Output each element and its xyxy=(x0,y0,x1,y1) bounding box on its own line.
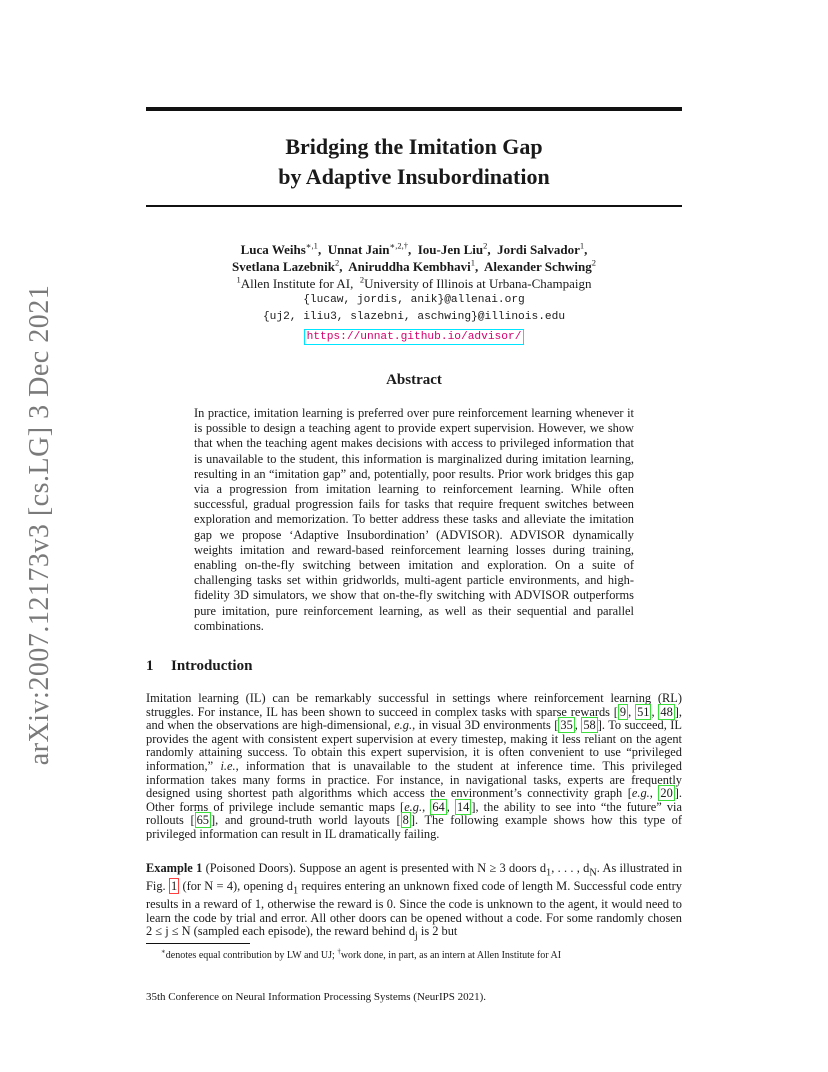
citation-link[interactable]: 14 xyxy=(456,799,470,814)
footnote-text: denotes equal contribution by LW and UJ; xyxy=(165,950,335,961)
paper-title xyxy=(146,132,682,192)
author-line-2: Svetlana Lazebnik$^2$, Aniruddha Kembhavi$^1$, Alexander Schwing$^2$ xyxy=(232,257,596,274)
arxiv-identifier: arXiv:2007.12173v3 [cs.LG] 3 Dec 2021 xyxy=(24,284,55,766)
example-text: (for N = 4), opening d xyxy=(182,879,293,894)
citation-link[interactable]: 48 xyxy=(660,704,673,719)
affiliation-2: University of Illinois at Urbana-Champaign xyxy=(364,276,592,291)
example-label: Example 1 xyxy=(146,861,203,875)
intro-text: , xyxy=(422,799,431,814)
example-text: is 2 but xyxy=(420,924,458,939)
author-name: Alexander Schwing xyxy=(483,259,592,274)
footnote xyxy=(161,947,562,962)
affiliation-1: Allen Institute for AI, xyxy=(240,276,354,291)
footnote-rule xyxy=(146,943,250,944)
intro-italic: e.g. xyxy=(394,718,413,733)
figure-reference-link[interactable]: 1 xyxy=(170,879,178,894)
author-marker: ∗,1 xyxy=(305,240,318,251)
author-name: Svetlana Lazebnik xyxy=(232,259,335,274)
footnote-marker: ∗ xyxy=(161,947,166,956)
title-line-2: by Adaptive Insubordination xyxy=(278,164,550,189)
intro-text: ], the ability to see into “the future” via rollouts [ xyxy=(146,799,682,828)
project-url-link[interactable]: https://unnat.github.io/advisor/ xyxy=(304,329,525,345)
intro-italic: i.e. xyxy=(220,758,236,773)
author-marker: 2 xyxy=(591,257,596,268)
abstract-text: In practice, imitation learning is preferred over pure reinforcement learning whenever it is possible to design a teaching agent to provide expert supervision. However, we show that when the teaching agent makes decisions with access to privileged information that is unavailable to the student, this information is marginalized during imitation learning, resulting in an “imitation gap” and, potentially, poor results. Prior work bridges this gap via a progression from imitation learning to reinforcement learning. While often successful, gradual progression fails for tasks that require frequent switches between exploration and memorization. To better address these tasks and alleviate the imitation gap we propose ‘Adaptive Insubordination’ (ADVISOR). ADVISOR dynamically weights imitation and reward-based reinforcement learning losses during training, enabling on-the-fly switching between imitation and exploration. On a suite of challenging tasks set within gridworlds, multi-agent particle environments, and high-fidelity 3D simulators, we show that on-the-fly switching with ADVISOR outperforms pure imitation, pure reinforcement learning, as well as their sequential and parallel combinations. xyxy=(194,406,634,633)
footnote-marker: † xyxy=(337,947,341,956)
author-line-1: Luca Weihs$^{∗,1}$, Unnat Jain$^{∗,2,\dagger}$, Iou-Jen Liu$^2$, Jordi Salvador$^1$, xyxy=(240,240,588,257)
example-text: Suppose an agent is presented with N ≥ 3 doors d xyxy=(299,861,547,875)
conference-footer: 35th Conference on Neural Information Processing Systems (NeurIPS 2021). xyxy=(146,991,487,1003)
intro-text: ]. Other forms of privilege include semantic maps [ xyxy=(146,786,682,814)
section-number: 1 xyxy=(146,658,154,674)
intro-text: , xyxy=(649,786,659,801)
section-heading-introduction xyxy=(146,658,252,675)
title-rule-bottom xyxy=(146,205,682,207)
author-marker: 2 xyxy=(334,257,340,268)
abstract-heading: Abstract xyxy=(386,372,442,388)
intro-text: ], and when the observations are high-dimensional, xyxy=(146,704,683,733)
email-line-2: {uj2, iliu3, slazebni, aschwing}@illinois.edu xyxy=(262,311,566,323)
example-name: (Poisoned Doors). xyxy=(205,861,296,875)
intro-text: , in visual 3D environments [ xyxy=(412,718,559,733)
citation-link[interactable]: 8 xyxy=(402,813,409,828)
author-marker: 1 xyxy=(579,240,585,251)
citation-link[interactable]: 58 xyxy=(583,718,596,733)
intro-text: Imitation learning (IL) can be remarkably successful in settings where reinforcement learning (RL) struggles. For instance, IL has been shown to succeed in complex tasks with sparse rewards [ xyxy=(146,691,682,719)
title-line-1: Bridging the Imitation Gap xyxy=(285,134,543,159)
introduction-paragraph: Imitation learning (IL) can be remarkably successful in settings where reinforcement learning (RL) struggles. For instance, IL has been shown to succeed in complex tasks with sparse rewards [ 9 , 51 , 48 ], and when the observations are high-dimensional, e.g., in visual 3D environments [ 35 , 58 ]. To succeed, IL provides the agent with consistent expert supervision at every timestep, making it less reliant on the agent randomly attaining success. To obtain this expert supervision, it is often convenient to use “privileged information,” i.e., information that is unavailable to the student at inference time. This privileged information takes many forms in practice. For instance, in navigational tasks, experts are frequently designed using shortest path algorithms which access the environment’s connectivity graph [e.g., 20 ]. Other forms of privilege include semantic maps [e.g., 64 , 14 ], the ability to see into “the future” via rollouts [ 65 ], and ground-truth world layouts [ 8 ]. The following example shows how this type of privileged information can result in IL dramatically failing. xyxy=(146,691,683,841)
affiliations xyxy=(146,275,682,292)
citation-link[interactable]: 35 xyxy=(560,718,573,733)
intro-text: , information that is unavailable to the student at inference time. This privileged information takes many forms in practice. For instance, in navigational tasks, experts are frequently designed using shortest path algorithms which access the environment’s connectivity graph [ xyxy=(146,758,682,801)
author-marker: 2 xyxy=(483,240,488,251)
intro-text: ], and ground-truth world layouts [ xyxy=(211,813,401,828)
arxiv-stamp xyxy=(20,284,60,766)
intro-text: ]. The following example shows how this type of privileged information can result in IL dramatically failing. xyxy=(146,813,683,841)
author-name: Unnat Jain xyxy=(327,242,390,257)
author-block xyxy=(146,241,682,345)
citation-link[interactable]: 9 xyxy=(619,704,627,719)
author-name: Aniruddha Kembhavi xyxy=(348,259,471,274)
section-title: Introduction xyxy=(171,658,253,674)
author-marker: ∗,2,† xyxy=(389,240,408,251)
intro-italic: e.g. xyxy=(404,799,423,814)
intro-italic: e.g. xyxy=(631,786,650,801)
citation-link[interactable]: 20 xyxy=(660,786,673,801)
footnote-text: work done, in part, as an intern at Allen Institute for AI xyxy=(340,950,562,961)
citation-link[interactable]: 64 xyxy=(432,799,445,814)
affiliation-marker: 2 xyxy=(359,274,365,285)
intro-text: ]. To succeed, IL provides the agent with consistent expert supervision at every timestep, making it less reliant on the agent randomly attaining success. To obtain this expert supervision, it is often convenient to use “privileged information,” xyxy=(146,718,682,773)
email-line-1: {lucaw, jordis, anik}@allenai.org xyxy=(303,294,525,306)
example-text: . As illustrated in Fig. xyxy=(146,861,683,894)
example-text: , . . . , d xyxy=(551,861,590,875)
example-paragraph: Example 1 (Poisoned Doors). Suppose an agent is presented with N ≥ 3 doors $d_1$, . . . , $d_N$. As illustrated in Fig. 1 (for N = 4), opening $d_1$ requires entering an unknown fixed code of length M. Successful code entry results in a reward of 1, otherwise the reward is 0. Since the code is unknown to the agent, it would need to learn the code by trial and error. All other doors can be opened without a code. For some randomly chosen 2 ≤ j ≤ N (sampled each episode), the reward behind $d_j$ is 2 but xyxy=(146,861,683,942)
citation-link[interactable]: 65 xyxy=(196,813,209,828)
author-marker: 1 xyxy=(470,257,475,268)
affiliation-marker: 1 xyxy=(236,274,241,285)
title-rule-top xyxy=(146,107,682,111)
example-text: requires entering an unknown fixed code of length M. Successful code entry results in a reward of 1, otherwise the reward is 0. Since the code is unknown to the agent, it would need to learn the code by trial and error. All other doors can be opened without a code. For some randomly chosen 2 ≤ j ≤ N (sampled each episode), the reward behind d xyxy=(146,879,682,939)
author-name: Luca Weihs xyxy=(240,242,306,257)
author-name: Iou-Jen Liu xyxy=(417,242,484,257)
citation-link[interactable]: 51 xyxy=(637,704,650,719)
project-url-row xyxy=(146,326,682,345)
author-name: Jordi Salvador xyxy=(497,242,580,257)
